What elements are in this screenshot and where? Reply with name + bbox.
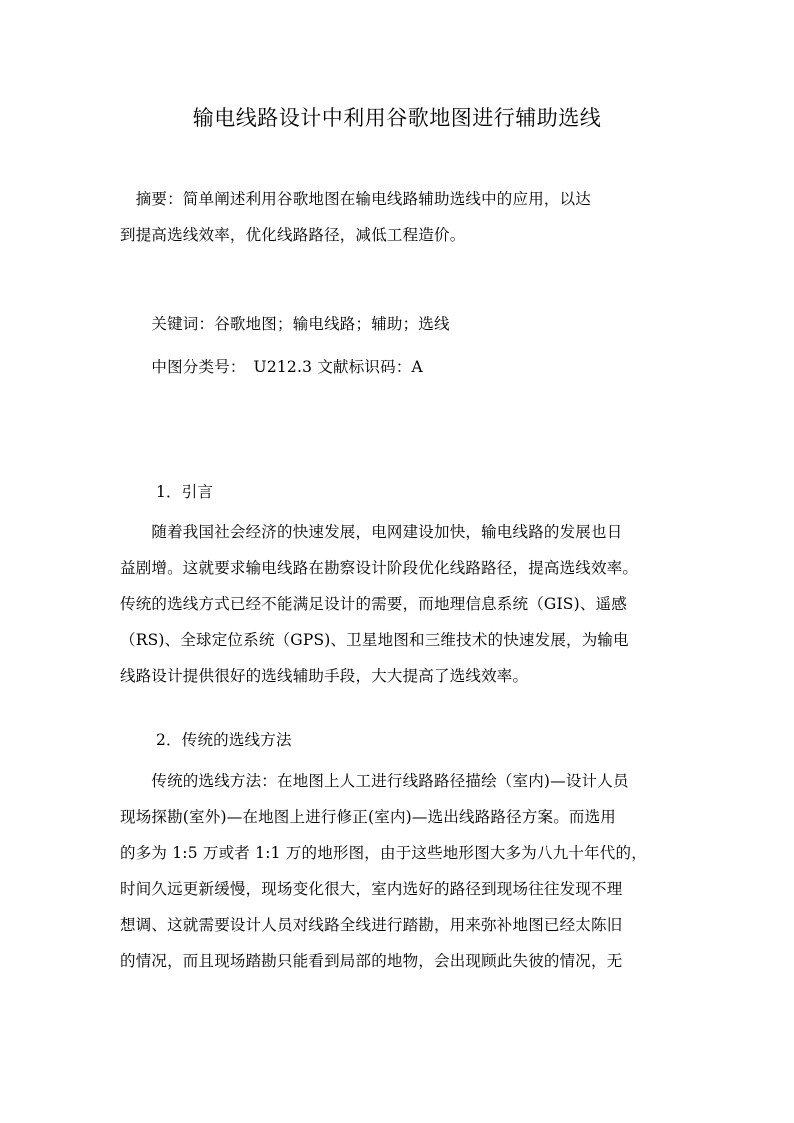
section-heading-1: 1．引言 — [156, 483, 214, 501]
body-line: 传统的选线方法：在地图上人工进行线路路径描绘（室内)—设计人员 — [120, 772, 629, 790]
keywords: 关键词：谷歌地图；输电线路；辅助；选线 — [120, 315, 450, 333]
body-line: 随着我国社会经济的快速发展，电网建设加快，输电线路的发展也日 — [120, 523, 623, 541]
section-1-body — [120, 514, 676, 694]
body-line: 想调、这就需要设计人员对线路全线进行踏勘，用来弥补地图已经太陈旧 — [120, 916, 623, 934]
section-2-body — [120, 763, 676, 979]
body-line: 时间久远更新缓慢，现场变化很大，室内选好的路径到现场往往发现不理 — [120, 880, 623, 898]
body-line: 益剧增。这就要求输电线路在勘察设计阶段优化线路路径，提高选线效率。 — [120, 559, 639, 577]
document-title: 输电线路设计中利用谷歌地图进行辅助选线 — [192, 106, 602, 130]
abstract — [120, 181, 676, 253]
body-line: 现场探勘(室外)—在地图上进行修正(室内)—选出线路路径方案。而选用 — [120, 808, 616, 826]
body-line: 线路设计提供很好的选线辅助手段，大大提高了选线效率。 — [120, 667, 529, 685]
body-line: 的情况，而且现场踏勘只能看到局部的地物，会出现顾此失彼的情况，无 — [120, 952, 623, 970]
classification-number: 中图分类号： U212.3 文献标识码：A — [120, 358, 423, 376]
abstract-line: 摘要：简单阐述利用谷歌地图在输电线路辅助选线中的应用，以达 — [120, 190, 592, 208]
abstract-line: 到提高选线效率，优化线路路径，减低工程造价。 — [120, 226, 466, 244]
body-line: 的多为 1:5 万或者 1:1 万的地形图，由于这些地形图大多为八九十年代的， — [120, 844, 647, 862]
section-heading-2: 2．传统的选线方法 — [156, 731, 292, 749]
body-line: 传统的选线方式已经不能满足设计的需要，而地理信息系统（GIS)、遥感 — [120, 595, 627, 613]
body-line: （RS)、全球定位系统（GPS)、卫星地图和三维技术的快速发展，为输电 — [120, 631, 629, 649]
